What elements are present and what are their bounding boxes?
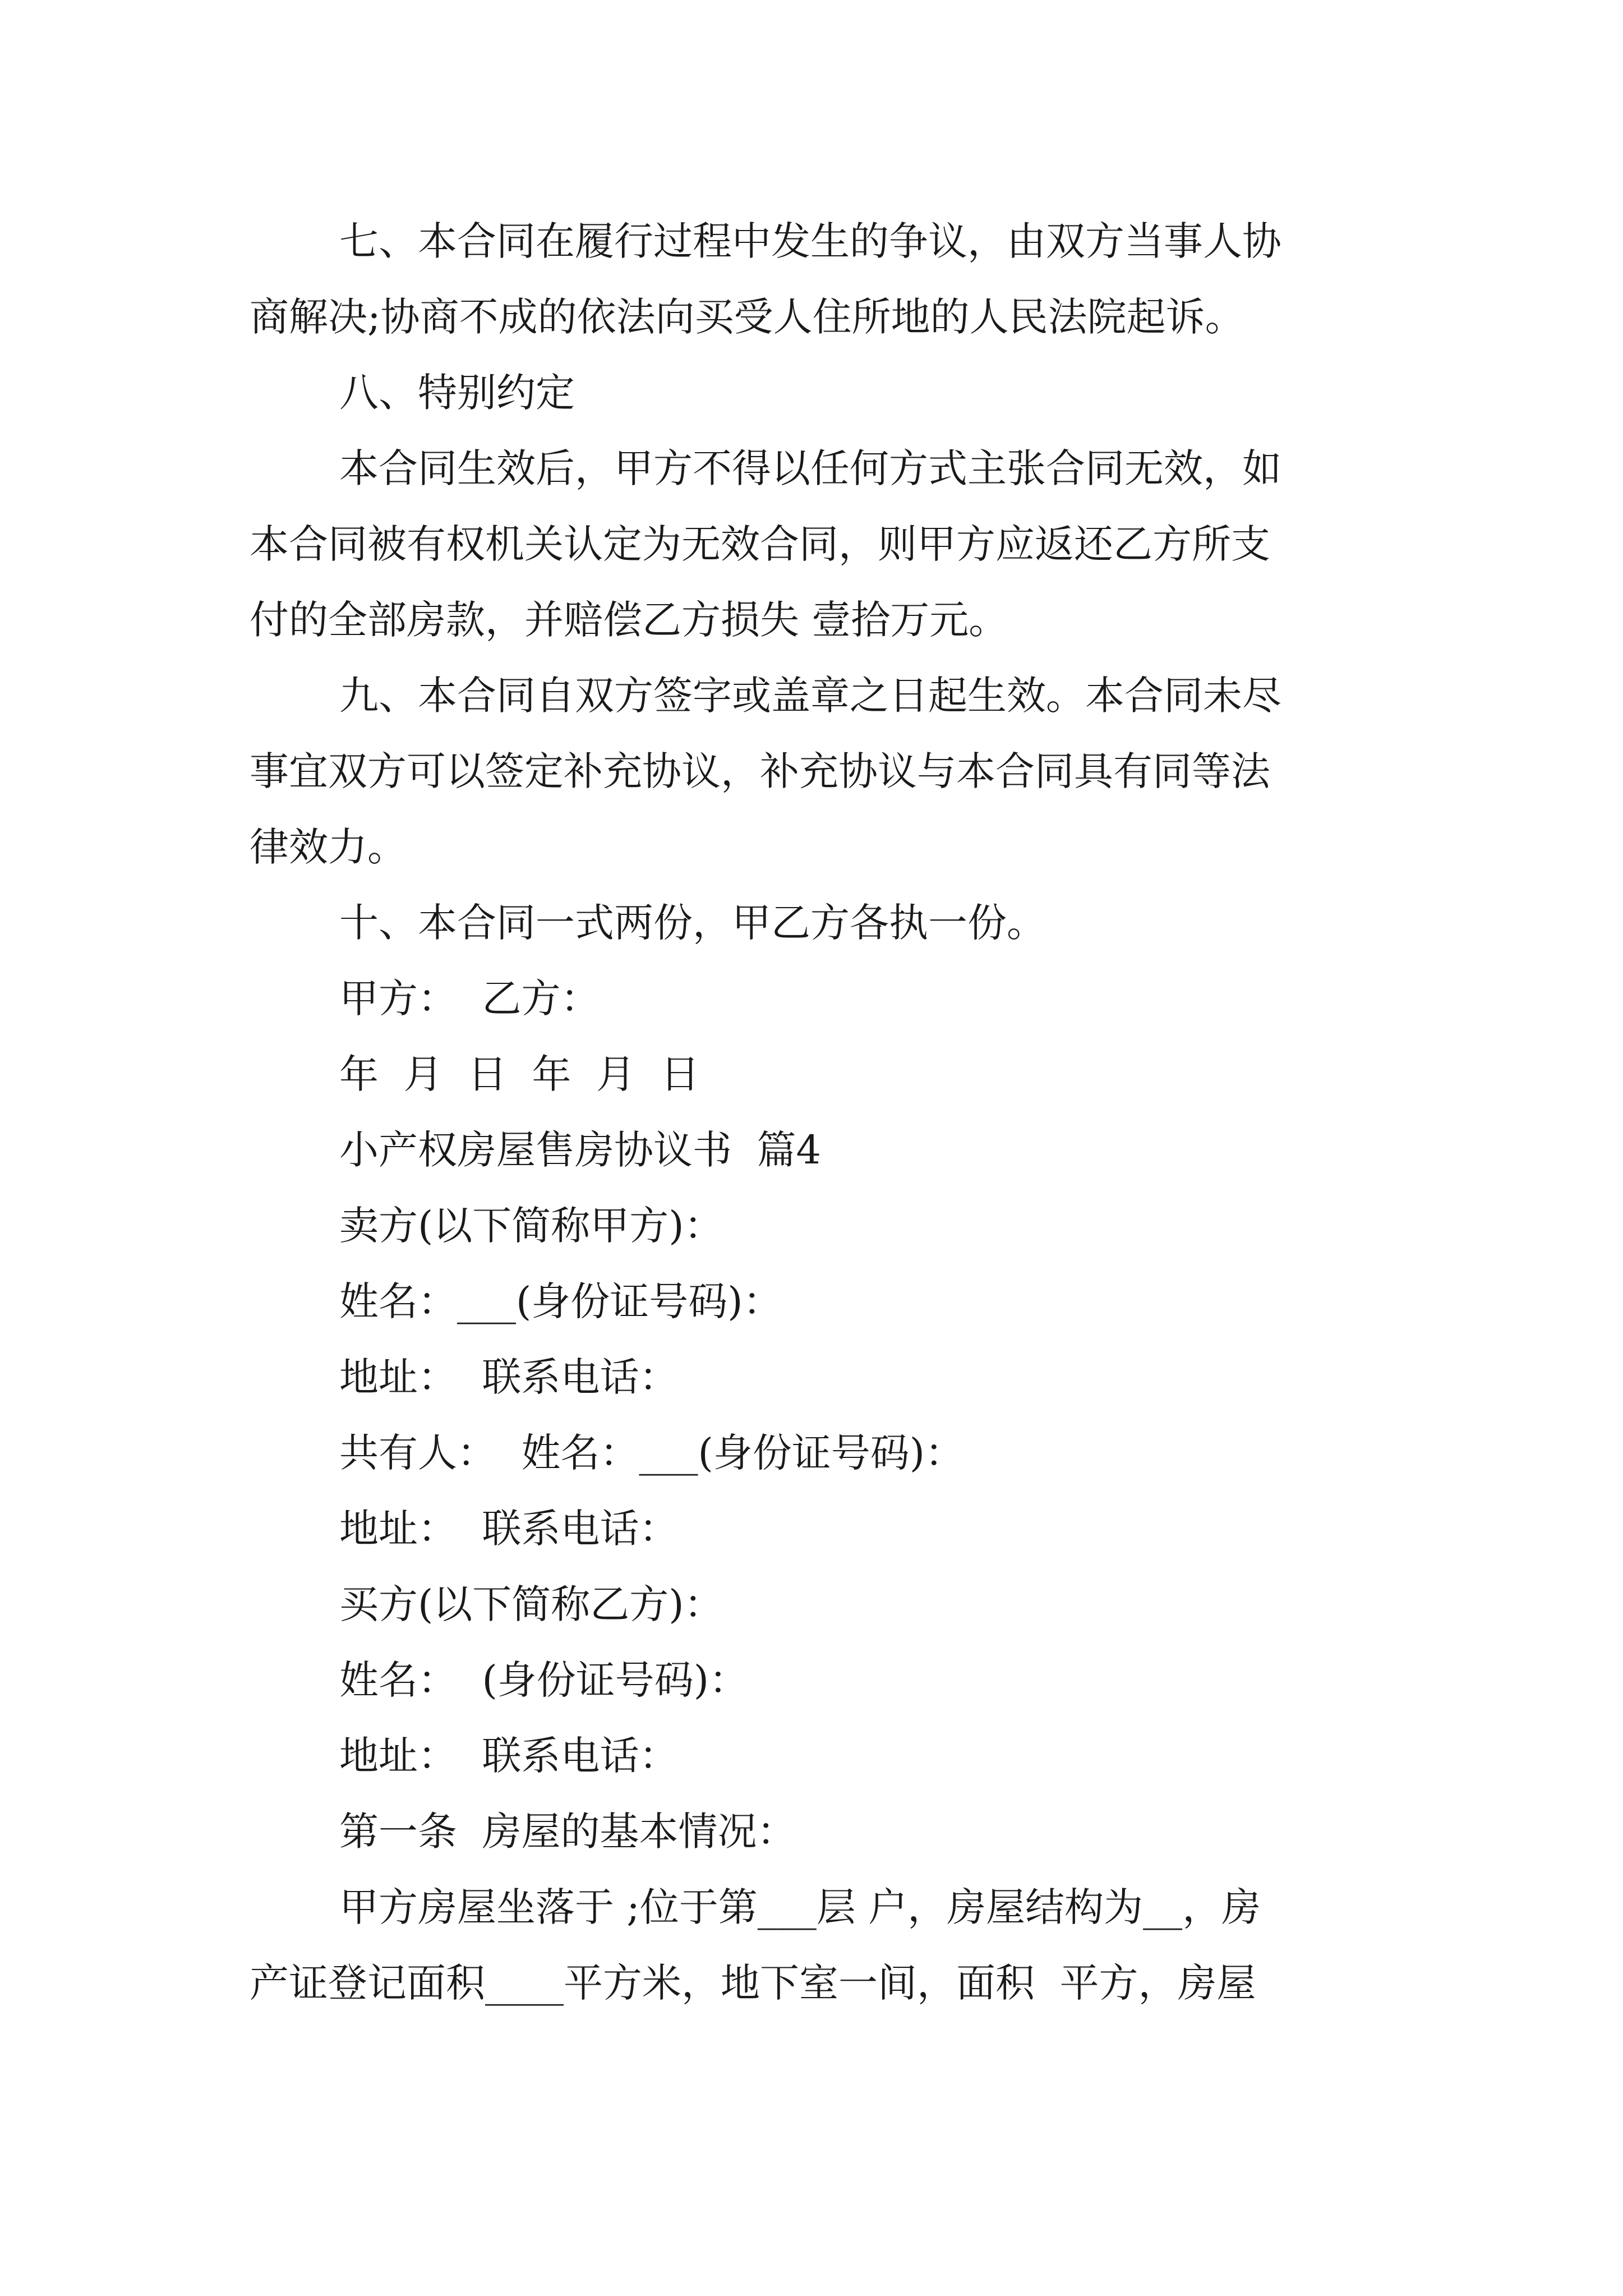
- text-line-clause-8-part-2: 本合同被有权机关认定为无效合同，则甲方应返还乙方所支: [250, 521, 1270, 567]
- text-line-co-owner-name: 共有人： 姓名：___(身份证号码)：: [339, 1430, 965, 1476]
- text-line-clause-8-part-3: 付的全部房款，并赔偿乙方损失 壹拾万元。: [250, 597, 1008, 643]
- text-line-seller-name: 姓名：___(身份证号码)：: [339, 1278, 782, 1324]
- text-line-seller-heading: 卖方(以下简称甲方)：: [339, 1203, 723, 1249]
- text-line-signature-parties: 甲方： 乙方：: [339, 976, 600, 1022]
- text-line-clause-8-heading: 八、特别约定: [339, 370, 575, 416]
- text-line-clause-7-part-2: 商解决;协商不成的依法向买受人住所地的人民法院起诉。: [250, 294, 1244, 340]
- text-line-signature-dates: 年 月 日 年 月 日: [339, 1051, 700, 1097]
- text-line-article-1-part-1: 甲方房屋坐落于 ;位于第___层 户，房屋结构为__，房: [339, 1884, 1261, 1930]
- text-line-clause-9-part-2: 事宜双方可以签定补充协议，补充协议与本合同具有同等法: [250, 748, 1270, 794]
- text-line-co-owner-address: 地址： 联系电话：: [339, 1506, 679, 1552]
- text-line-buyer-heading: 买方(以下简称乙方)：: [339, 1581, 723, 1627]
- text-line-seller-address: 地址： 联系电话：: [339, 1354, 679, 1400]
- text-line-clause-7-part-1: 七、本合同在履行过程中发生的争议，由双方当事人协: [339, 218, 1281, 264]
- text-line-article-1-heading: 第一条 房屋的基本情况：: [339, 1809, 796, 1855]
- text-line-buyer-name: 姓名： (身份证号码)：: [339, 1657, 749, 1703]
- text-line-article-1-part-2: 产证登记面积____平方米，地下室一间，面积 平方，房屋: [250, 1960, 1256, 2006]
- text-line-buyer-address: 地址： 联系电话：: [339, 1733, 679, 1779]
- text-line-clause-9-part-1: 九、本合同自双方签字或盖章之日起生效。本合同未尽: [339, 673, 1281, 719]
- text-line-section-title: 小产权房屋售房协议书 篇4: [339, 1127, 822, 1173]
- text-line-clause-8-part-1: 本合同生效后，甲方不得以任何方式主张合同无效，如: [339, 445, 1281, 491]
- text-line-clause-9-part-3: 律效力。: [250, 824, 407, 870]
- text-line-clause-10: 十、本合同一式两份，甲乙方各执一份。: [339, 900, 1046, 946]
